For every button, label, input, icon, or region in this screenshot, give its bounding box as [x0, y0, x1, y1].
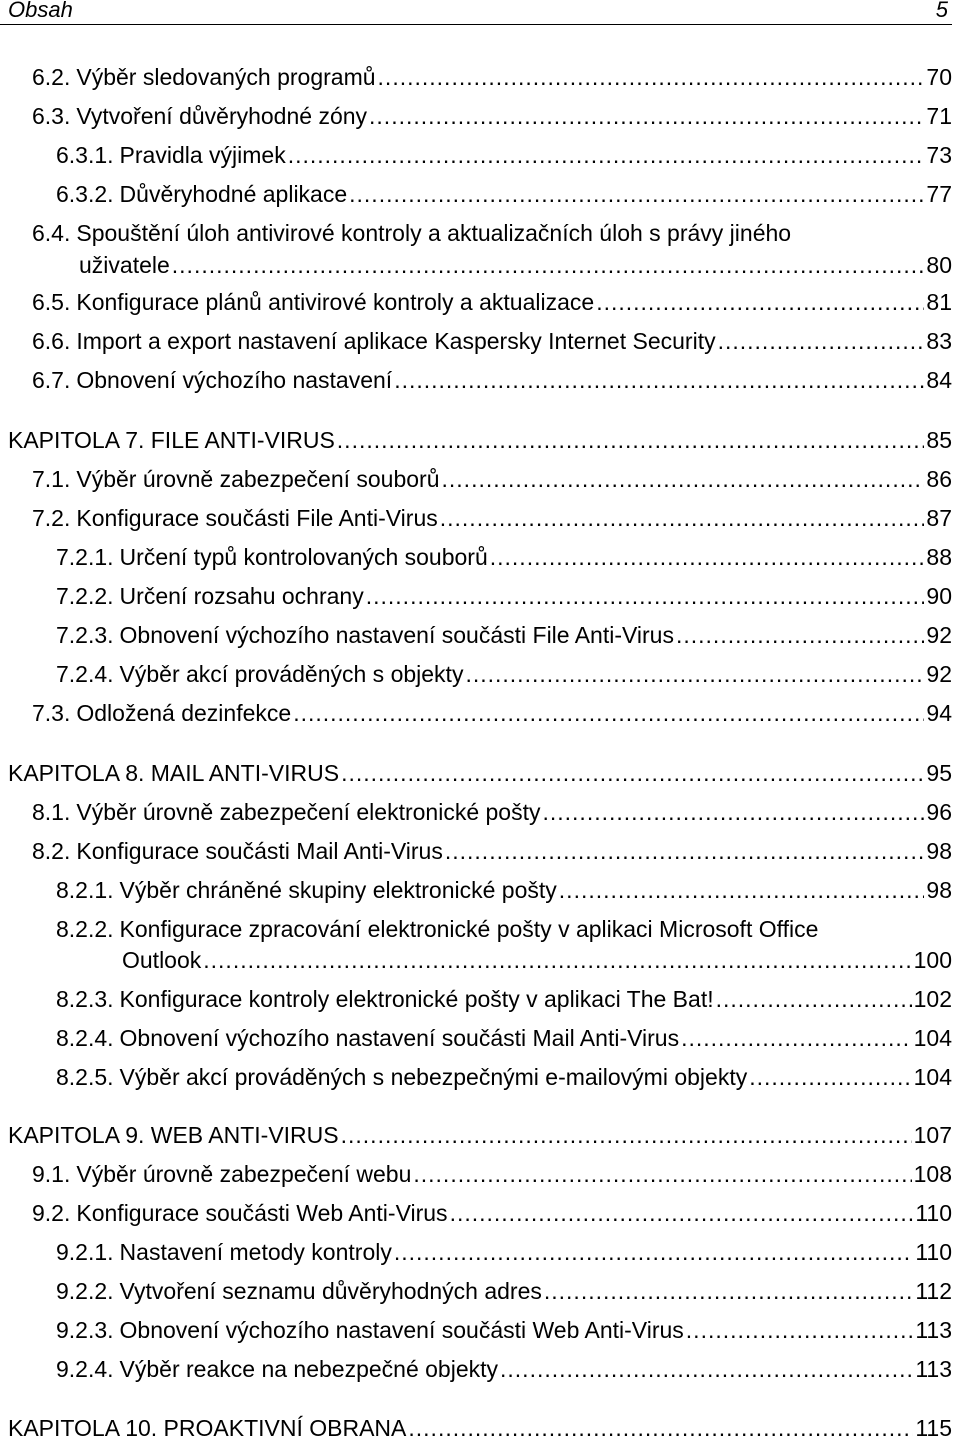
- toc-entry-number: 6.6.: [32, 328, 71, 354]
- toc-entry-page: 104: [913, 1025, 952, 1051]
- toc-entry-page: 94: [926, 700, 952, 726]
- toc-entry-number: 6.2.: [32, 64, 71, 90]
- toc-leader-dots: [445, 836, 925, 866]
- toc-entry-page: 92: [926, 661, 952, 687]
- toc-leader-dots: [442, 464, 925, 494]
- page-header: [0, 0, 952, 25]
- toc-entry-number: 7.2.: [32, 505, 71, 531]
- toc-leader-dots: [542, 797, 924, 827]
- toc-entry-title-continued: Outlook: [122, 947, 202, 973]
- toc-entry-page: 115: [915, 1415, 952, 1441]
- toc-chapter-title: KAPITOLA 9. WEB ANTI-VIRUS: [8, 1122, 339, 1148]
- toc-entry-page: 71: [926, 103, 952, 129]
- toc-leader-dots: [366, 581, 925, 611]
- toc-entry-number: 7.1.: [32, 466, 71, 492]
- toc-entry-number: 7.2.1.: [56, 544, 114, 570]
- toc-entry-page: 90: [926, 583, 952, 609]
- toc-leader-dots: [203, 945, 911, 975]
- toc-entry-page: 80: [926, 252, 952, 278]
- toc-leader-dots: [394, 1237, 913, 1267]
- toc-entry[interactable]: [32, 836, 952, 866]
- toc-entry-title: Konfigurace kontroly elektronické pošty v aplikaci The Bat!: [119, 986, 714, 1012]
- toc-leader-dots: [369, 101, 924, 131]
- toc-entry-number: 6.5.: [32, 289, 71, 315]
- toc-entry-title: Import a export nastavení aplikace Kaspersky Internet Security: [76, 328, 716, 354]
- toc-entry-title: Obnovení výchozího nastavení součásti File Anti-Virus: [119, 622, 674, 648]
- toc-entry-title: Pravidla výjimek: [119, 142, 286, 168]
- toc-leader-dots: [293, 698, 924, 728]
- toc-entry-number: 7.2.2.: [56, 583, 114, 609]
- toc-entry-number: 9.2.: [32, 1200, 71, 1226]
- toc-entry-title: Obnovení výchozího nastavení součásti Mail Anti-Virus: [119, 1025, 680, 1051]
- toc-leader-dots: [337, 425, 925, 455]
- toc-leader-dots: [500, 1354, 913, 1384]
- toc-leader-dots: [596, 287, 924, 317]
- toc-entry-page: 84: [926, 367, 952, 393]
- toc-entry[interactable]: [32, 797, 952, 827]
- toc-entry-page: 110: [915, 1200, 952, 1226]
- toc-entry-title: Určení rozsahu ochrany: [119, 583, 364, 609]
- toc-entry[interactable]: [32, 326, 952, 356]
- toc-entry[interactable]: [56, 542, 952, 572]
- toc-entry-page: 113: [915, 1317, 952, 1343]
- toc-entry[interactable]: [56, 581, 952, 611]
- toc-entry-page: 86: [926, 466, 952, 492]
- toc-entry[interactable]: [32, 218, 952, 248]
- toc-entry-title: Vytvoření seznamu důvěryhodných adres: [119, 1278, 542, 1304]
- toc-entry-page: 102: [913, 986, 952, 1012]
- toc-entry-continuation[interactable]: [79, 250, 952, 280]
- toc-leader-dots: [465, 659, 924, 689]
- toc-entry-title: Konfigurace součásti File Anti-Virus: [76, 505, 438, 531]
- toc-entry-title: Obnovení výchozího nastavení součásti Web Anti-Virus: [119, 1317, 684, 1343]
- toc-entry-title: Vytvoření důvěryhodné zóny: [76, 103, 368, 129]
- toc-leader-dots: [681, 1023, 912, 1053]
- toc-entry-title: Konfigurace součásti Web Anti-Virus: [76, 1200, 448, 1226]
- toc-entry-number: 8.2.4.: [56, 1025, 114, 1051]
- toc-entry-page: 81: [926, 289, 952, 315]
- toc-entry-title: Určení typů kontrolovaných souborů: [119, 544, 488, 570]
- toc-chapter-entry[interactable]: [8, 758, 952, 788]
- toc-entry-title: Odložená dezinfekce: [76, 700, 292, 726]
- toc-leader-dots: [394, 365, 924, 395]
- toc-entry-page: 113: [915, 1356, 952, 1382]
- toc-entry-title: Nastavení metody kontroly: [119, 1239, 392, 1265]
- toc-entry[interactable]: [56, 1354, 952, 1384]
- toc-entry-number: 8.2.1.: [56, 877, 114, 903]
- toc-leader-dots: [413, 1159, 911, 1189]
- toc-entry[interactable]: [56, 140, 952, 170]
- toc-entry-page: 85: [926, 427, 952, 453]
- toc-entry-page: 92: [926, 622, 952, 648]
- toc-entry[interactable]: [56, 620, 952, 650]
- toc-entry-number: 8.2.2.: [56, 916, 114, 942]
- toc-entry-title: Výběr úrovně zabezpečení webu: [76, 1161, 412, 1187]
- toc-entry-title: Konfigurace zpracování elektronické pošty v aplikaci Microsoft Office: [119, 916, 819, 942]
- toc-leader-dots: [408, 1413, 913, 1443]
- toc-entry-number: 7.2.3.: [56, 622, 114, 648]
- toc-entry-page: 83: [926, 328, 952, 354]
- toc-leader-dots: [172, 250, 925, 280]
- toc-entry[interactable]: [32, 464, 952, 494]
- toc-entry-title: Výběr úrovně zabezpečení elektronické pošty: [76, 799, 541, 825]
- toc-entry-number: 8.2.3.: [56, 986, 114, 1012]
- toc-entry[interactable]: [56, 875, 952, 905]
- toc-entry[interactable]: [32, 1159, 952, 1189]
- toc-entry-page: 77: [926, 181, 952, 207]
- toc-entry-number: 6.3.2.: [56, 181, 114, 207]
- toc-leader-dots: [349, 179, 924, 209]
- toc-entry-page: 88: [926, 544, 952, 570]
- toc-entry[interactable]: [56, 179, 952, 209]
- toc-entry-title-continued: uživatele: [79, 252, 170, 278]
- toc-entry[interactable]: [32, 62, 952, 92]
- toc-leader-dots: [288, 140, 925, 170]
- toc-entry-title: Konfigurace součásti Mail Anti-Virus: [76, 838, 443, 864]
- toc-entry-page: 95: [926, 760, 952, 786]
- toc-leader-dots: [450, 1198, 914, 1228]
- toc-entry[interactable]: [56, 1237, 952, 1267]
- toc-leader-dots: [440, 503, 925, 533]
- toc-chapter-title: KAPITOLA 8. MAIL ANTI-VIRUS: [8, 760, 340, 786]
- toc-leader-dots: [341, 1120, 912, 1150]
- toc-entry-title: Výběr úrovně zabezpečení souborů: [76, 466, 440, 492]
- toc-entry-number: 6.4.: [32, 220, 71, 246]
- toc-entry[interactable]: [56, 1315, 952, 1345]
- toc-entry-continuation[interactable]: [122, 945, 952, 975]
- toc-leader-dots: [559, 875, 925, 905]
- toc-leader-dots: [341, 758, 924, 788]
- toc-entry-page: 107: [913, 1122, 952, 1148]
- toc-entry[interactable]: [56, 1023, 952, 1053]
- toc-leader-dots: [686, 1315, 914, 1345]
- toc-leader-dots: [544, 1276, 913, 1306]
- toc-entry-number: 9.2.1.: [56, 1239, 114, 1265]
- toc-entry-page: 73: [926, 142, 952, 168]
- toc-chapter-title: KAPITOLA 10. PROAKTIVNÍ OBRANA: [8, 1415, 407, 1441]
- toc-entry-page: 98: [926, 877, 952, 903]
- toc-entry-page: 104: [913, 1064, 952, 1090]
- toc-entry-page: 87: [926, 505, 952, 531]
- toc-entry[interactable]: [56, 984, 952, 1014]
- toc-chapter-title: KAPITOLA 7. FILE ANTI-VIRUS: [8, 427, 335, 453]
- toc-leader-dots: [749, 1062, 911, 1092]
- toc-entry[interactable]: [32, 365, 952, 395]
- toc-entry-number: 8.2.5.: [56, 1064, 114, 1090]
- toc-entry[interactable]: [56, 914, 952, 944]
- toc-leader-dots: [378, 62, 925, 92]
- toc-entry-number: 9.2.4.: [56, 1356, 114, 1382]
- toc-entry-number: 9.1.: [32, 1161, 71, 1187]
- toc-entry[interactable]: [32, 1198, 952, 1228]
- toc-entry[interactable]: [32, 287, 952, 317]
- toc-leader-dots: [676, 620, 924, 650]
- toc-entry-number: 6.7.: [32, 367, 71, 393]
- toc-chapter-entry[interactable]: [8, 1120, 952, 1150]
- page-number: 5: [935, 0, 948, 22]
- toc-entry-page: 110: [915, 1239, 952, 1265]
- toc-entry-number: 8.2.: [32, 838, 71, 864]
- section-title: Obsah: [8, 0, 73, 22]
- toc-entry-number: 6.3.: [32, 103, 71, 129]
- toc-entry-page: 108: [913, 1161, 952, 1187]
- toc-entry-title: Konfigurace plánů antivirové kontroly a aktualizace: [76, 289, 595, 315]
- toc-entry-number: 7.2.4.: [56, 661, 114, 687]
- toc-entry-number: 8.1.: [32, 799, 71, 825]
- toc-entry[interactable]: [56, 1062, 952, 1092]
- toc-entry-title: Výběr chráněné skupiny elektronické pošty: [119, 877, 557, 903]
- toc-entry-page: 98: [926, 838, 952, 864]
- toc-leader-dots: [490, 542, 925, 572]
- toc-entry-page: 70: [926, 64, 952, 90]
- toc-entry[interactable]: [56, 1276, 952, 1306]
- toc-leader-dots: [716, 984, 912, 1014]
- toc-entry-number: 7.3.: [32, 700, 71, 726]
- toc-entry-title: Výběr akcí prováděných s objekty: [119, 661, 464, 687]
- toc-entry-number: 9.2.2.: [56, 1278, 114, 1304]
- toc-entry-page: 96: [926, 799, 952, 825]
- toc-entry[interactable]: [32, 101, 952, 131]
- toc-entry-page: 100: [913, 947, 952, 973]
- toc-entry[interactable]: [32, 503, 952, 533]
- toc-entry-number: 9.2.3.: [56, 1317, 114, 1343]
- toc-entry[interactable]: [32, 698, 952, 728]
- toc-entry-number: 6.3.1.: [56, 142, 114, 168]
- toc-leader-dots: [718, 326, 925, 356]
- toc-entry-title: Výběr reakce na nebezpečné objekty: [119, 1356, 499, 1382]
- toc-chapter-entry[interactable]: [8, 425, 952, 455]
- toc-entry-title: Výběr sledovaných programů: [76, 64, 376, 90]
- toc-entry[interactable]: [56, 659, 952, 689]
- toc-entry-title: Spouštění úloh antivirové kontroly a aktualizačních úloh s právy jiného: [76, 220, 792, 246]
- toc-entry-title: Výběr akcí prováděných s nebezpečnými e-mailovými objekty: [119, 1064, 748, 1090]
- toc-entry-page: 112: [915, 1278, 952, 1304]
- toc-entry-title: Obnovení výchozího nastavení: [76, 367, 393, 393]
- toc-entry-title: Důvěryhodné aplikace: [119, 181, 348, 207]
- toc-chapter-entry[interactable]: [8, 1413, 952, 1443]
